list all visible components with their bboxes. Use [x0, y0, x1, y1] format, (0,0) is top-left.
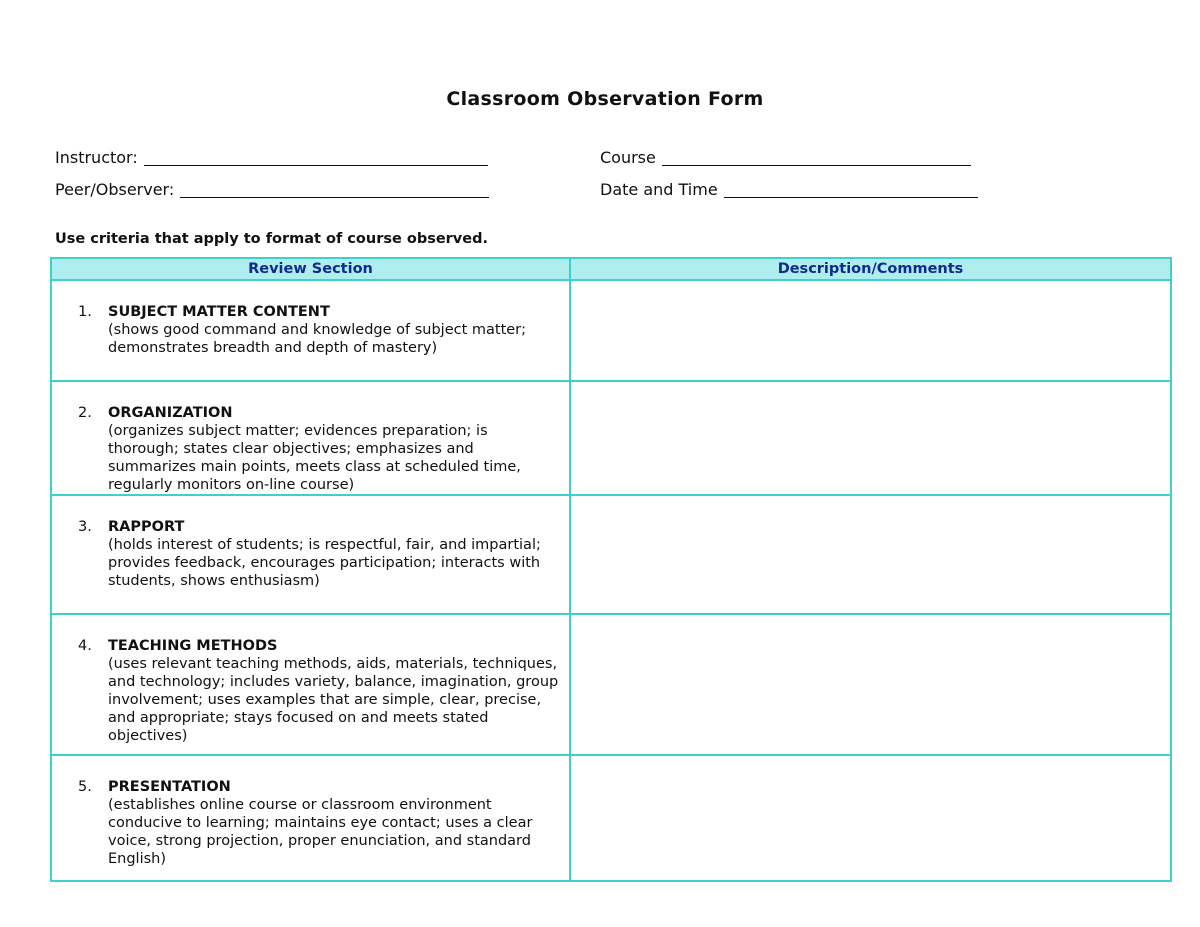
course-field [600, 148, 971, 167]
comments-cell[interactable] [570, 280, 1171, 381]
section-description: (holds interest of students; is respectful, fair, and impartial; provides feedback, encourages participation; interacts with students, shows enthusiasm) [108, 537, 541, 589]
review-section-cell [51, 755, 570, 881]
review-section-header: Review Section [51, 258, 570, 280]
peer-observer-input-line[interactable] [180, 181, 489, 198]
table-header-row [51, 258, 1171, 280]
review-section-cell [51, 614, 570, 755]
section-number: 4. [78, 638, 92, 654]
section-title: ORGANIZATION [108, 405, 233, 421]
description-comments-header: Description/Comments [570, 258, 1171, 280]
section-number: 5. [78, 779, 92, 795]
comments-cell[interactable] [570, 495, 1171, 614]
section-title: SUBJECT MATTER CONTENT [108, 304, 330, 320]
date-time-input-line[interactable] [724, 181, 978, 198]
form-title: Classroom Observation Form [446, 88, 764, 110]
section-number: 1. [78, 304, 92, 320]
table-row [51, 755, 1171, 881]
instructor-field [55, 148, 488, 167]
review-section-cell [51, 495, 570, 614]
instructor-label: Instructor: [55, 148, 138, 167]
date-time-field [600, 180, 978, 199]
table-row [51, 381, 1171, 495]
instructions-text: Use criteria that apply to format of course observed. [55, 231, 488, 247]
review-section-cell [51, 280, 570, 381]
course-input-line[interactable] [662, 149, 971, 166]
comments-cell[interactable] [570, 755, 1171, 881]
section-description: (organizes subject matter; evidences preparation; is thorough; states clear objectives; emphasizes and summarizes main points, meets class at scheduled time, regularly monitors on-line course) [108, 423, 521, 493]
date-time-label: Date and Time [600, 180, 718, 199]
comments-cell[interactable] [570, 614, 1171, 755]
section-description: (uses relevant teaching methods, aids, materials, techniques, and technology; includes variety, balance, imagination, group involvement; uses examples that are simple, clear, precise, and appropriate; stays focused on and meets stated objectives) [108, 656, 559, 744]
review-section-cell [51, 381, 570, 495]
instructor-input-line[interactable] [144, 149, 488, 166]
section-description: (establishes online course or classroom environment conducive to learning; maintains eye contact; uses a clear voice, strong projection, proper enunciation, and standard English) [108, 797, 533, 867]
section-number: 2. [78, 405, 92, 421]
peer-observer-field [55, 180, 489, 199]
peer-observer-label: Peer/Observer: [55, 180, 175, 199]
section-title: PRESENTATION [108, 779, 231, 795]
section-description: (shows good command and knowledge of subject matter; demonstrates breadth and depth of mastery) [108, 322, 527, 356]
table-row [51, 614, 1171, 755]
course-label: Course [600, 148, 656, 167]
table-row [51, 495, 1171, 614]
table-row [51, 280, 1171, 381]
section-title: TEACHING METHODS [108, 638, 278, 654]
section-number: 3. [78, 519, 92, 535]
comments-cell[interactable] [570, 381, 1171, 495]
observation-table [50, 257, 1172, 882]
section-title: RAPPORT [108, 519, 185, 535]
